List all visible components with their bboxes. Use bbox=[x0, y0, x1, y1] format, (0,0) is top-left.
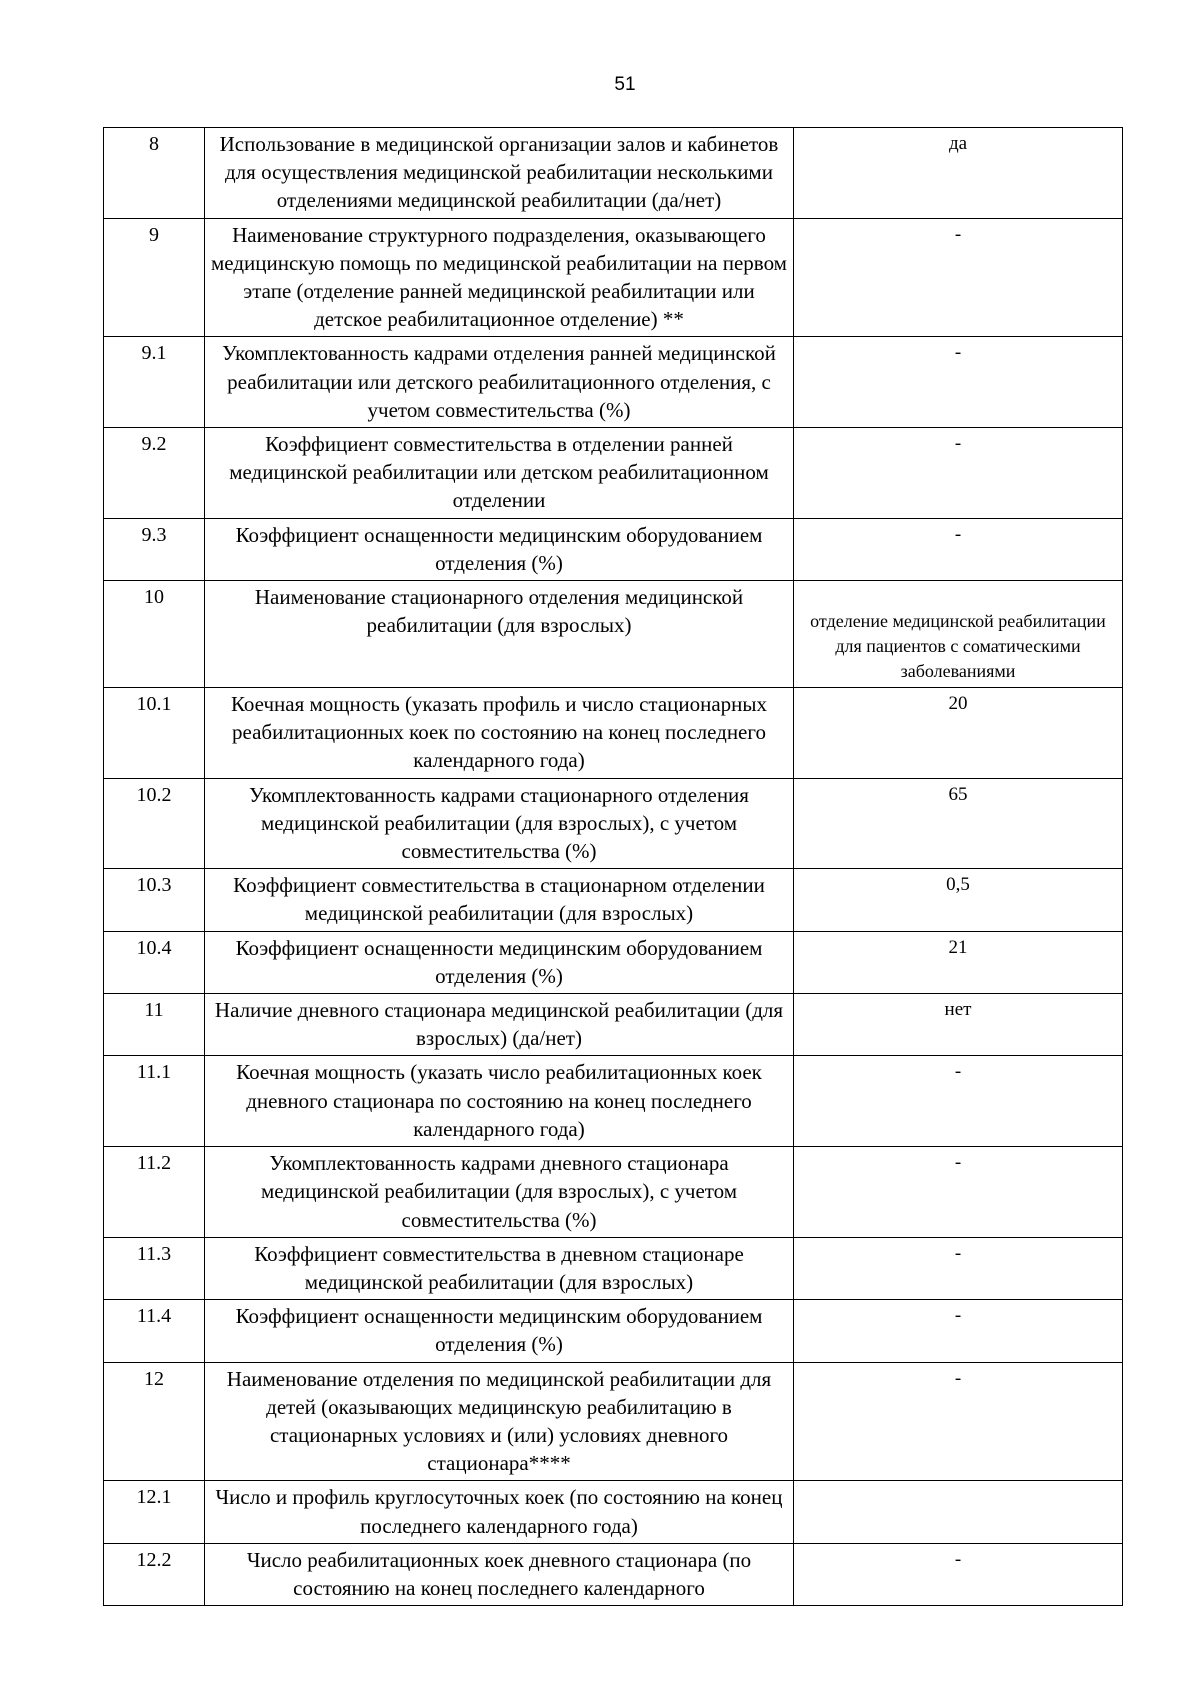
indicator-name: Коэффициент совместительства в отделении ранней медицинской реабилитации или детском реабилитационном отделении bbox=[205, 428, 794, 519]
row-number: 11.1 bbox=[104, 1056, 205, 1147]
indicator-value: нет bbox=[794, 994, 1123, 1056]
indicator-value: - bbox=[794, 1147, 1123, 1238]
row-number: 9.3 bbox=[104, 518, 205, 580]
indicator-name: Использование в медицинской организации залов и кабинетов для осуществления медицинской реабилитации несколькими отделениями медицинской реабилитации (да/нет) bbox=[205, 128, 794, 219]
table-row bbox=[104, 337, 1123, 428]
indicator-value: 0,5 bbox=[794, 869, 1123, 931]
indicator-name: Коэффициент оснащенности медицинским оборудованием отделения (%) bbox=[205, 1300, 794, 1362]
row-number: 9.1 bbox=[104, 337, 205, 428]
indicator-value: - bbox=[794, 1300, 1123, 1362]
indicator-name: Наименование отделения по медицинской реабилитации для детей (оказывающих медицинскую реабилитацию в стационарных условиях и (или) условиях дневного стационара**** bbox=[205, 1362, 794, 1481]
row-number: 11.2 bbox=[104, 1147, 205, 1238]
row-number: 10 bbox=[104, 581, 205, 688]
indicator-value: 65 bbox=[794, 778, 1123, 869]
table-row bbox=[104, 518, 1123, 580]
row-number: 9.2 bbox=[104, 428, 205, 519]
indicator-name: Укомплектованность кадрами стационарного отделения медицинской реабилитации (для взрослых), с учетом совместительства (%) bbox=[205, 778, 794, 869]
table-row bbox=[104, 1147, 1123, 1238]
table-row bbox=[104, 994, 1123, 1056]
table-row bbox=[104, 1481, 1123, 1543]
page-number: 51 bbox=[614, 74, 636, 95]
table-row bbox=[104, 218, 1123, 337]
indicator-value: - bbox=[794, 1056, 1123, 1147]
indicator-value: - bbox=[794, 428, 1123, 519]
table-row bbox=[104, 128, 1123, 219]
table-row bbox=[104, 1237, 1123, 1299]
indicator-value: - bbox=[794, 218, 1123, 337]
row-number: 10.1 bbox=[104, 688, 205, 779]
indicators-table bbox=[103, 127, 1123, 1606]
row-number: 12.2 bbox=[104, 1543, 205, 1605]
row-number: 10.4 bbox=[104, 931, 205, 993]
indicator-name: Укомплектованность кадрами дневного стационара медицинской реабилитации (для взрослых), с учетом совместительства (%) bbox=[205, 1147, 794, 1238]
indicator-value: да bbox=[794, 128, 1123, 219]
row-number: 8 bbox=[104, 128, 205, 219]
indicator-name: Число и профиль круглосуточных коек (по состоянию на конец последнего календарного года) bbox=[205, 1481, 794, 1543]
indicator-name: Коечная мощность (указать число реабилитационных коек дневного стационара по состоянию на конец последнего календарного года) bbox=[205, 1056, 794, 1147]
row-number: 11.3 bbox=[104, 1237, 205, 1299]
indicator-name: Число реабилитационных коек дневного стационара (по состоянию на конец последнего календарного bbox=[205, 1543, 794, 1605]
table-row bbox=[104, 778, 1123, 869]
table-row bbox=[104, 1362, 1123, 1481]
table-row bbox=[104, 428, 1123, 519]
row-number: 11 bbox=[104, 994, 205, 1056]
indicator-name: Коэффициент совместительства в дневном стационаре медицинской реабилитации (для взрослых) bbox=[205, 1237, 794, 1299]
indicator-value: 20 bbox=[794, 688, 1123, 779]
row-number: 12 bbox=[104, 1362, 205, 1481]
indicator-value: - bbox=[794, 518, 1123, 580]
indicator-name: Наименование стационарного отделения медицинской реабилитации (для взрослых) bbox=[205, 581, 794, 688]
indicator-value: - bbox=[794, 1543, 1123, 1605]
indicator-value: - bbox=[794, 337, 1123, 428]
indicator-name: Наличие дневного стационара медицинской реабилитации (для взрослых) (да/нет) bbox=[205, 994, 794, 1056]
table-row bbox=[104, 1543, 1123, 1605]
row-number: 9 bbox=[104, 218, 205, 337]
indicator-name: Наименование структурного подразделения, оказывающего медицинскую помощь по медицинской реабилитации на первом этапе (отделение ранней медицинской реабилитации или детское реабилитационное отделение) ** bbox=[205, 218, 794, 337]
row-number: 12.1 bbox=[104, 1481, 205, 1543]
table-row bbox=[104, 581, 1123, 688]
row-number: 10.3 bbox=[104, 869, 205, 931]
table-row bbox=[104, 1056, 1123, 1147]
indicator-name: Укомплектованность кадрами отделения ранней медицинской реабилитации или детского реабилитационного отделения, с учетом совместительства (%) bbox=[205, 337, 794, 428]
indicator-name: Коечная мощность (указать профиль и число стационарных реабилитационных коек по состоянию на конец последнего календарного года) bbox=[205, 688, 794, 779]
indicator-value: 21 bbox=[794, 931, 1123, 993]
table-row bbox=[104, 1300, 1123, 1362]
indicator-value: - bbox=[794, 1237, 1123, 1299]
table-row bbox=[104, 688, 1123, 779]
table-row bbox=[104, 869, 1123, 931]
indicator-value bbox=[794, 1481, 1123, 1543]
indicator-name: Коэффициент оснащенности медицинским оборудованием отделения (%) bbox=[205, 518, 794, 580]
indicator-value: - bbox=[794, 1362, 1123, 1481]
table-row bbox=[104, 931, 1123, 993]
indicator-name: Коэффициент оснащенности медицинским оборудованием отделения (%) bbox=[205, 931, 794, 993]
indicator-value: отделение медицинской реабилитации для пациентов с соматическими заболеваниями bbox=[794, 581, 1123, 688]
row-number: 10.2 bbox=[104, 778, 205, 869]
row-number: 11.4 bbox=[104, 1300, 205, 1362]
indicator-name: Коэффициент совместительства в стационарном отделении медицинской реабилитации (для взрослых) bbox=[205, 869, 794, 931]
